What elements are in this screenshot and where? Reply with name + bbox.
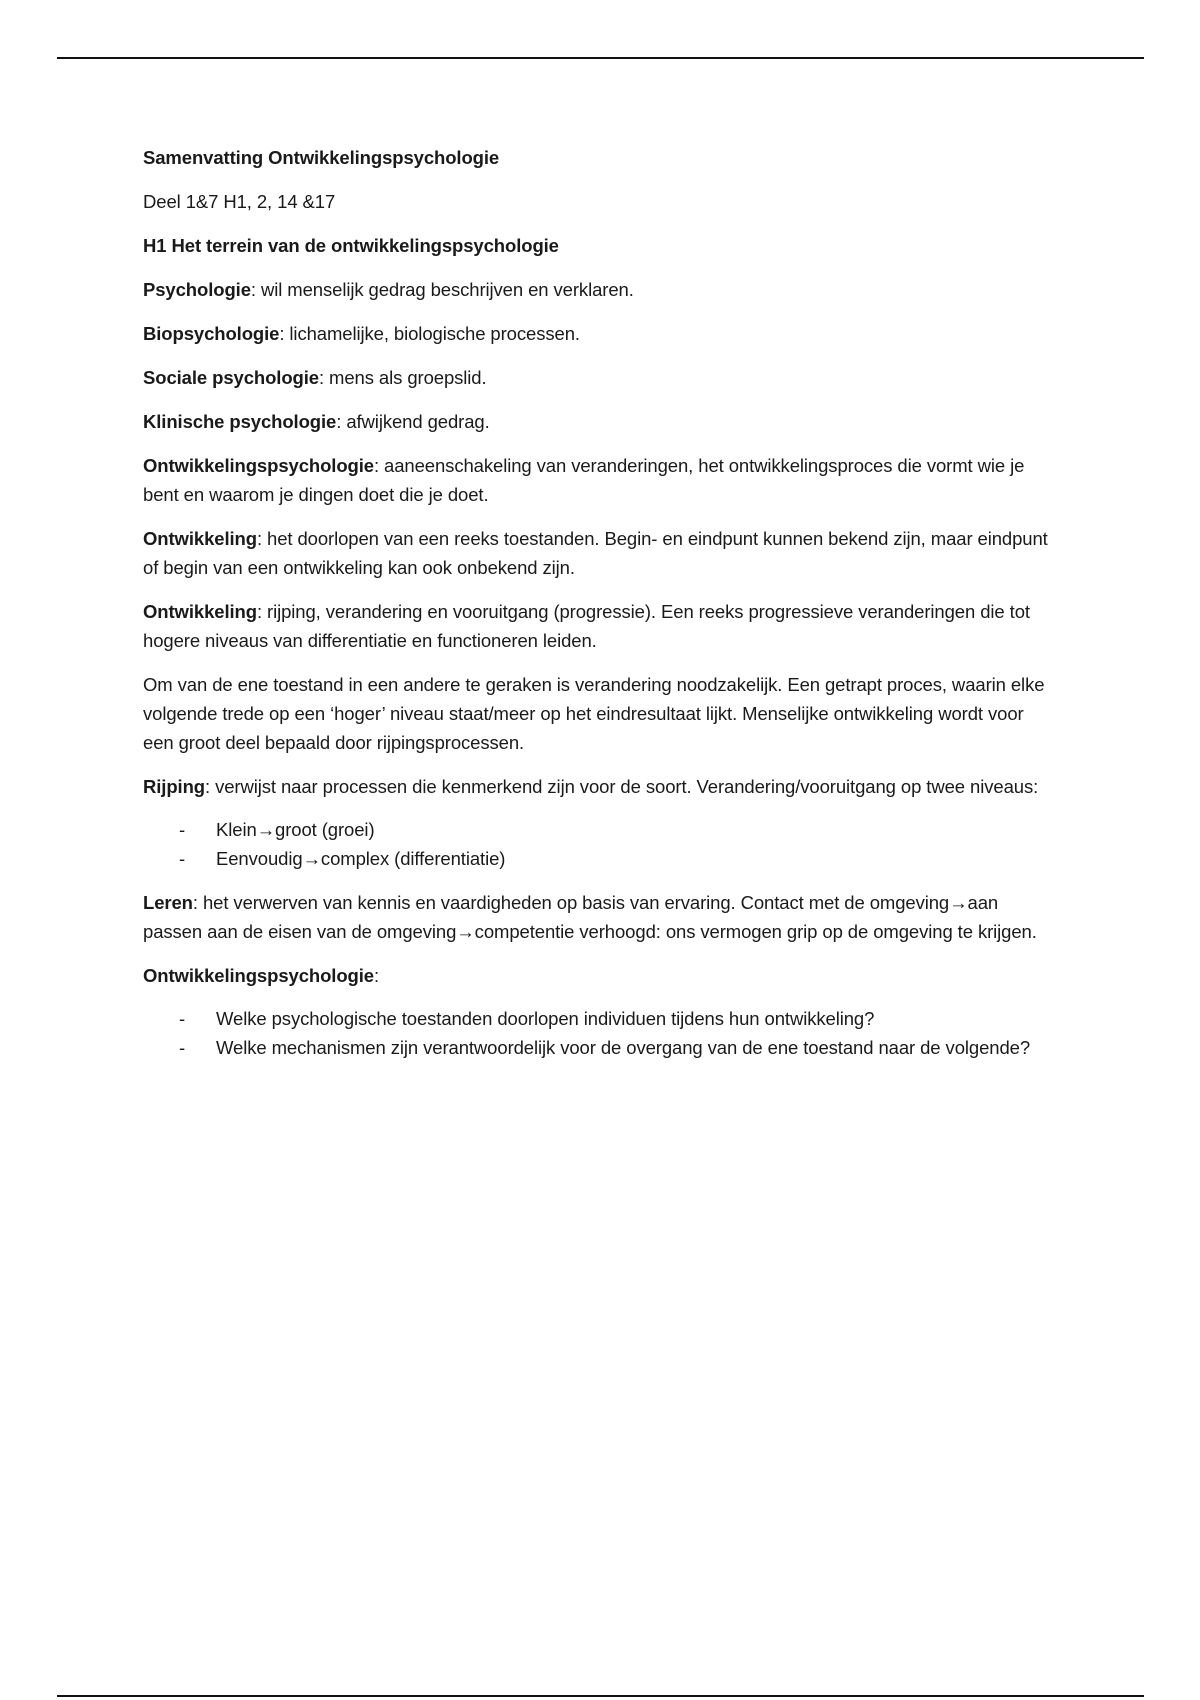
definition-rijping [143, 772, 1058, 801]
bullet-dash: - [179, 1037, 186, 1058]
header-rule [57, 57, 1144, 59]
definition-term: Ontwikkelingspsychologie [143, 965, 374, 986]
definition-ontwikkeling-1 [143, 524, 1058, 582]
document-body [143, 143, 1058, 1077]
list-item-text: Welke mechanismen zijn verantwoordelijk voor de overgang van de ene toestand naar de volgende? [216, 1037, 1031, 1058]
definition-text: : verwijst naar processen die kenmerkend zijn voor de soort. Verandering/vooruitgang op twee niveaus: [204, 776, 1039, 797]
definition-klinische-psychologie [143, 407, 1058, 436]
definition-text: : aaneenschakeling van veranderingen, het ontwikkelingsproces die vormt wie je bent en waarom je dingen doet die je doet. [143, 455, 1025, 505]
definition-term: Rijping [143, 776, 205, 797]
definition-text: : lichamelijke, biologische processen. [279, 323, 580, 344]
definition-term: Sociale psychologie [143, 367, 319, 388]
definition-text: : het verwerven van kennis en vaardigheden op basis van ervaring. Contact met de omgeving→aan passen aan de eisen van de omgeving→competentie verhoogd: ons vermogen grip op de omgeving te krijgen. [143, 892, 1037, 942]
list-item [143, 844, 1058, 873]
questions-bullet-list [143, 1004, 1058, 1062]
list-item [143, 815, 1058, 844]
definition-text: : mens als groepslid. [318, 367, 487, 388]
definition-text: : het doorlopen van een reeks toestanden. Begin- en eindpunt kunnen bekend zijn, maar eindpunt of begin van een ontwikkeling kan ook onbekend zijn. [143, 528, 1048, 578]
definition-term: Ontwikkeling [143, 528, 257, 549]
list-item [143, 1033, 1058, 1062]
definition-text: : wil menselijk gedrag beschrijven en verklaren. [250, 279, 634, 300]
list-item-text: Klein→groot (groei) [216, 819, 375, 840]
definition-psychologie [143, 275, 1058, 304]
section-heading: H1 Het terrein van de ontwikkelingspsychologie [143, 235, 559, 256]
definition-leren [143, 888, 1058, 946]
paragraph-getrapt-proces: Om van de ene toestand in een andere te geraken is verandering noodzakelijk. Een getrapt proces, waarin elke volgende trede op een ‘hoger’ niveau staat/meer op het eindresultaat lijkt. Menselijke ontwikkeling wordt voor een groot deel bepaald door rijpingsprocessen. [143, 674, 1045, 753]
rijping-bullet-list [143, 815, 1058, 873]
definition-text: : afwijkend gedrag. [336, 411, 490, 432]
definition-term: Biopsychologie [143, 323, 280, 344]
definition-term: Ontwikkeling [143, 601, 257, 622]
definition-term: Leren [143, 892, 193, 913]
definition-ontwikkeling-2 [143, 597, 1058, 655]
definition-term: Psychologie [143, 279, 251, 300]
list-item-text: Eenvoudig→complex (differentiatie) [216, 848, 506, 869]
document-title: Samenvatting Ontwikkelingspsychologie [143, 147, 500, 168]
document-subtitle: Deel 1&7 H1, 2, 14 &17 [143, 191, 336, 212]
definition-ontwikkelingspsychologie [143, 451, 1058, 509]
bullet-dash: - [179, 848, 186, 869]
bullet-dash: - [179, 1008, 186, 1029]
footer-rule [57, 1695, 1144, 1697]
list-item-text: Welke psychologische toestanden doorlopen individuen tijdens hun ontwikkeling? [216, 1008, 875, 1029]
definition-term: Ontwikkelingspsychologie [143, 455, 374, 476]
list-item [143, 1004, 1058, 1033]
definition-term: Klinische psychologie [143, 411, 337, 432]
definition-text: : rijping, verandering en vooruitgang (progressie). Een reeks progressieve veranderingen die tot hogere niveaus van differentiatie en functioneren leiden. [143, 601, 1030, 651]
definition-sociale-psychologie [143, 363, 1058, 392]
definition-ontwikkelingspsychologie-questions [143, 961, 1058, 990]
bullet-dash: - [179, 819, 186, 840]
definition-text: : [373, 965, 380, 986]
definition-biopsychologie [143, 319, 1058, 348]
